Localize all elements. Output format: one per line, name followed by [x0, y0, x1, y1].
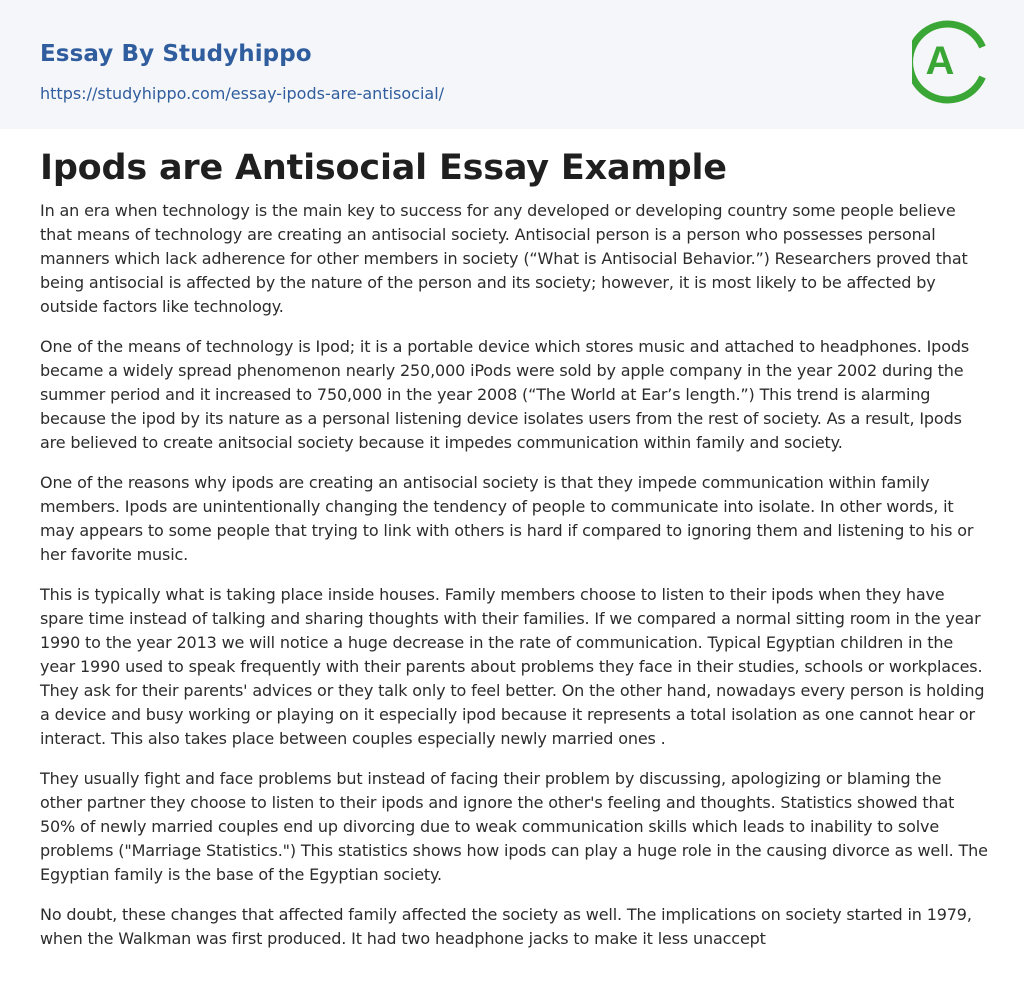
source-url-link[interactable]: https://studyhippo.com/essay-ipods-are-antisocial/ [40, 84, 445, 103]
paragraph-5: They usually fight and face problems but instead of facing their problem by discussing, apologizing or blaming the other partner they choose to listen to their ipods and ignore the other's feeling and thoughts. Statistics showed that 50% of newly married couples end up divorcing due to weak communication skills which leads to inability to solve problems ("Marriage Statistics.") This statistics shows how ipods can play a huge role in the causing divorce as well. The Egyptian family is the base of the Egyptian society. [40, 769, 988, 884]
paragraph-3: One of the reasons why ipods are creating an antisocial society is that they impede communication within family members. Ipods are unintentionally changing the tendency of people to communicate into isolate. In other words, it may appears to some people that trying to link with others is hard if compared to ignoring them and listening to his or her favorite music. [40, 473, 974, 564]
paragraph-4: This is typically what is taking place inside houses. Family members choose to listen to their ipods when they have spare time instead of talking and sharing thoughts with their families. If we compared a normal sitting room in the year 1990 to the year 2013 we will notice a huge decrease in the rate of communication. Typical Egyptian children in the year 1990 used to speak frequently with their parents about problems they face in their studies, schools or workplaces. They ask for their parents' advices or they talk only to feel better. On the other hand, nowadays every person is holding a device and busy working or playing on it especially ipod because it represents a total isolation as one cannot hear or interact. This also takes place between couples especially newly married ones . [40, 585, 985, 748]
paragraph-1: In an era when technology is the main key to success for any developed or developing country some people believe that means of technology are creating an antisocial society. Antisocial person is a person who possesses personal manners which lack adherence for other members in society (“What is Antisocial Behavior.”) Researchers proved that being antisocial is affected by the nature of the person and its society; however, it is most likely to be affected by outside factors like technology. [40, 201, 968, 316]
page-title: Ipods are Antisocial Essay Example [40, 148, 727, 188]
brand-title[interactable]: Essay By Studyhippo [40, 41, 312, 67]
logo-letter: A [925, 39, 955, 83]
paragraph-6: No doubt, these changes that affected family affected the society as well. The implications on society started in 1979, when the Walkman was first produced. It had two headphone jacks to make it less unaccept [40, 905, 972, 948]
article-body [40, 143, 988, 967]
paragraph-2: One of the means of technology is Ipod; it is a portable device which stores music and attached to headphones. Ipods became a widely spread phenomenon nearly 250,000 iPods were sold by apple company in the year 2002 during the summer period and it increased to 750,000 in the year 2008 (“The World at Ear’s length.”) This trend is alarming because the ipod by its nature as a personal listening device isolates users from the rest of society. As a result, Ipods are believed to create anitsocial society because it impedes communication within family and society. [40, 337, 970, 452]
studyhippo-a-logo-icon[interactable] [912, 19, 986, 105]
site-header [0, 0, 1024, 129]
